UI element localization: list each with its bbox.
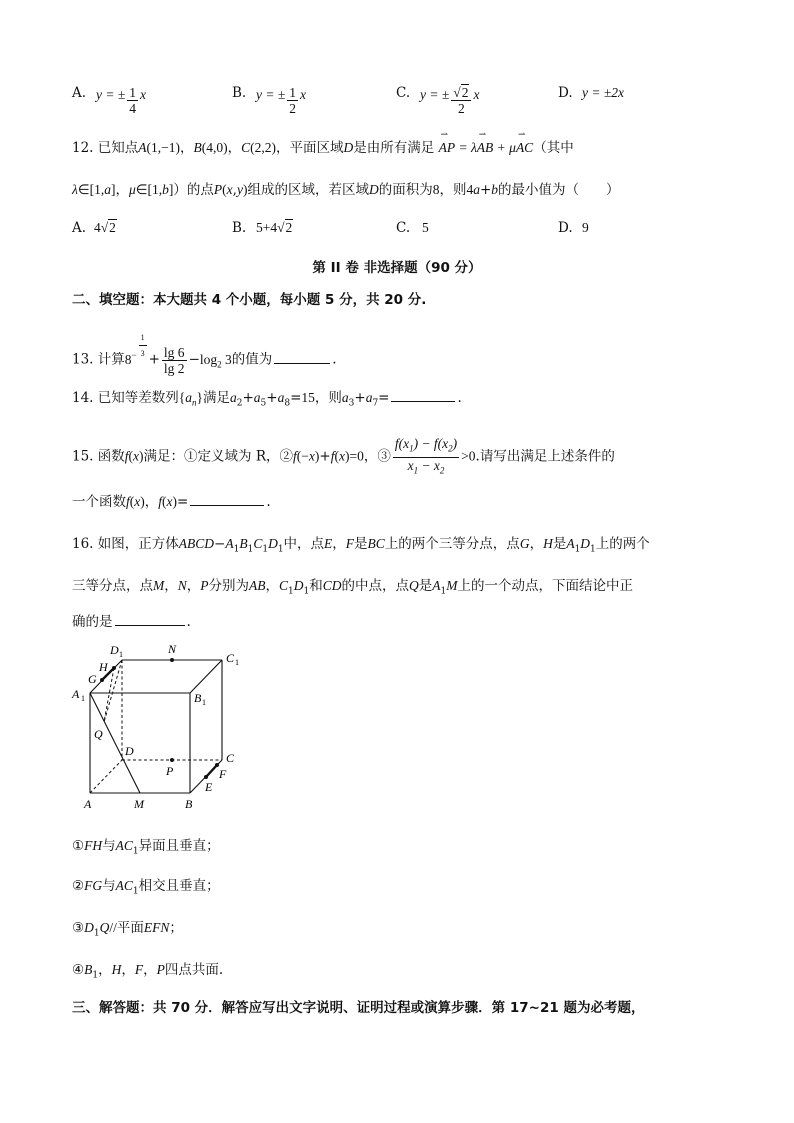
q11-option-d-label: D. — [558, 85, 573, 101]
label-b1-sub: 1 — [202, 698, 206, 707]
cube-figure — [70, 638, 260, 818]
segment-ef — [206, 765, 217, 777]
q12-option-c-value: 5 — [422, 220, 429, 235]
q11-c-num: 2 — [461, 85, 469, 100]
q13-number: 13. — [72, 351, 94, 368]
q12-option-b-label: B. — [232, 220, 247, 236]
label-b: B — [185, 797, 193, 811]
q11-a-num: 1 — [129, 85, 137, 100]
q11-b-den: 2 — [289, 101, 297, 116]
q16-conclusion-1: ①FH与$AC_1$异面且垂直； — [72, 838, 220, 857]
q13-pre: 计算 — [97, 351, 125, 368]
q14-mid2: ，则 — [314, 390, 342, 406]
q14-pre: 已知等差数列 — [97, 390, 179, 406]
q12-number: 12. — [72, 140, 94, 156]
q13-post: 的值为 — [231, 351, 273, 368]
label-m: M — [134, 797, 144, 811]
q12-option-c-label: C. — [396, 220, 411, 236]
label-a1-sub: 1 — [81, 694, 85, 703]
q11-option-a-label: A. — [72, 85, 87, 101]
label-e: E — [205, 780, 213, 794]
label-c1: C — [226, 651, 235, 665]
q11-option-c-expr: y = ± $\frac{√2}{2}$ x — [420, 85, 480, 116]
point-e — [204, 775, 208, 779]
q16-conclusion-4: $④B_1$，H，F，P四点共面. — [72, 962, 224, 981]
point-h — [112, 666, 116, 670]
q12-option-a-value: 4√2 — [94, 220, 116, 235]
q15-pre: 函数 — [97, 448, 125, 465]
section2-header: 二、填空题：本大题共 4 个小题，每小题 5 分，共 20 分. — [72, 292, 427, 308]
q12-option-a-label: A. — [72, 220, 87, 236]
q15-post: .请写出满足上述条件的 — [475, 448, 615, 465]
q12-text-3: 是由所有满足 — [353, 140, 435, 156]
label-q: Q — [94, 727, 103, 741]
label-a: A — [84, 797, 92, 811]
section2-title: 第 II 卷 非选择题（90 分） — [312, 260, 482, 276]
q13-answer-blank[interactable] — [274, 351, 330, 364]
q14-mid: 满足 — [203, 390, 230, 406]
q16-text-4: 上的两个三等分点，点 — [384, 536, 520, 552]
c2-text-1: 与 — [102, 878, 116, 894]
c3-text-2: ； — [169, 920, 183, 936]
q16-text-13: 确的是 — [72, 614, 113, 630]
segment-a1m — [90, 693, 140, 793]
q15-line2-text: 一个函数 — [72, 494, 126, 510]
label-n: N — [168, 642, 177, 656]
point-g — [100, 678, 104, 682]
q12-line1: 12. 已知点A(1,−1)，B(4,0)，C(2,2)，平面区域D是由所有满足 ⇀ AP = λ⇀ AB + μ⇀ AC（其中 — [72, 136, 574, 156]
c1-marker: ① — [72, 838, 85, 854]
c3-text-1: 平面 — [116, 920, 144, 936]
q16-text-2: 中，点 — [283, 536, 325, 552]
q14-number: 14. — [72, 390, 94, 406]
q11-b-num: 1 — [289, 85, 297, 100]
q15-number: 15. — [72, 448, 94, 465]
label-d: D — [125, 744, 134, 758]
q16-line1: 16. 如图，正方体$ABCD-A_1B_1C_1D_1$中，点E，F是BC上的两个三等分点，点G，H是$A_1D_1$上的两个 — [72, 536, 650, 555]
q14-line: 14. 已知等差数列$\{a_n\}$满足$a_2+a_5+a_8=15$，则$a_3+a_7=$ . — [72, 390, 462, 409]
q11-a-den: 4 — [129, 101, 137, 116]
q16-line2: 三等分点，点M，N，P分别为AB，$C_1D_1$和CD的中点，点Q是$A_1M$上的一个动点，下面结论中正 — [72, 578, 633, 597]
q16-text-11: 是 — [418, 578, 433, 594]
q16-text-10: 的中点，点 — [341, 578, 410, 594]
q16-text-12: 上的一个动点，下面结论中正 — [457, 578, 633, 594]
point-p — [170, 758, 174, 762]
q12-option-d-value: 9 — [582, 220, 589, 235]
label-d1: D — [110, 643, 119, 657]
c1-text-2: 异面且垂直； — [138, 838, 220, 854]
q16-text-7: 三等分点，点 — [72, 578, 153, 594]
q11-c-den: 2 — [457, 101, 465, 116]
q15-line2: 一个函数f(x)，f(x)= . — [72, 494, 271, 510]
q11-option-b-expr: y = ± $\frac{1}{2}$ x — [256, 85, 307, 116]
q13-line: 13. 计算$8^{- \frac{1}{3}}$ + $\frac{\lg 6}{\lg 2}$ $-\log_2$ 3的值为 . — [72, 330, 337, 376]
q12-text-8: ，则 — [439, 182, 467, 198]
q12-text-7: 的面积为 — [378, 182, 433, 198]
c4-text-1: 四点共面. — [164, 962, 224, 978]
q12-text-1: 已知点 — [97, 140, 139, 156]
q16-text-1: 如图，正方体 — [97, 536, 179, 552]
q12-text-5: 的点 — [186, 182, 214, 198]
q16-text-9: 和 — [309, 578, 323, 594]
q16-text-3: 是 — [354, 536, 368, 552]
c1-text-1: 与 — [102, 838, 116, 854]
q15-mid: 满足：①定义域为 R，② — [143, 448, 294, 465]
c2-text-2: 相交且垂直； — [138, 878, 220, 894]
label-p: P — [166, 764, 174, 778]
q11-option-d-expr: y = ±2x — [582, 85, 625, 100]
label-c1-sub: 1 — [235, 658, 239, 667]
label-h: H — [99, 660, 108, 674]
q11-option-b-label: B. — [232, 85, 247, 101]
label-a1: A — [72, 687, 80, 701]
q16-conclusion-2: ②FG与$AC_1$相交且垂直； — [72, 878, 220, 897]
label-c: C — [226, 751, 235, 765]
q15-answer-blank[interactable] — [190, 493, 264, 506]
edge-ad-hidden — [90, 760, 122, 793]
label-g: G — [88, 672, 97, 686]
q12-text-9: 的最小值为（ ） — [498, 182, 620, 198]
q16-number: 16. — [72, 536, 94, 552]
q12-option-b-value: 5+4√2 — [256, 220, 293, 235]
q16-answer-blank[interactable] — [115, 613, 185, 626]
q14-answer-blank[interactable] — [391, 389, 455, 402]
q12-text-2: ，平面区域 — [276, 140, 344, 156]
label-f: F — [219, 767, 227, 781]
q15-mid2: ，③ — [363, 448, 391, 465]
q16-text-6: 上的两个 — [595, 536, 650, 552]
c3-marker: ③ — [72, 920, 85, 936]
q12-text-6: 组成的区域，若区域 — [247, 182, 369, 198]
q15-line1: 15. 函数f(x)满足：①定义域为 R，②f(−x)+f(x)=0，③ $\frac{f(x_1) - f(x_2)}{x_1 - x_2}$ >0.请写出满足上述条件的 — [72, 436, 615, 476]
q16-line3: 确的是 . — [72, 614, 191, 630]
point-n — [170, 658, 174, 662]
q16-text-8: 分别为 — [208, 578, 250, 594]
c2-marker: ② — [72, 878, 85, 894]
q11-option-c-label: C. — [396, 85, 411, 101]
section3-header: 三、解答题：共 70 分．解答应写出文字说明、证明过程或演算步骤．第 17~21 题为必考题， — [72, 1000, 645, 1016]
q16-text-5: 是 — [552, 536, 567, 552]
label-d1-sub: 1 — [119, 650, 123, 659]
q16-conclusion-3: $③D_1Q//$平面EFN； — [72, 920, 183, 939]
q12-line2: λ∈[1,a]，μ∈[1,b]）的点P(x,y)组成的区域，若区域D的面积为8，则4a+b的最小值为（ ） — [72, 182, 620, 198]
c4-marker: ④ — [72, 962, 85, 978]
q12-text-4: （其中 — [533, 140, 574, 156]
q12-option-d-label: D. — [558, 220, 573, 236]
label-b1: B — [194, 691, 202, 705]
edge-b1c1 — [190, 660, 222, 693]
q11-option-a-expr: y = ± $\frac{1}{4}$ x — [96, 85, 147, 116]
